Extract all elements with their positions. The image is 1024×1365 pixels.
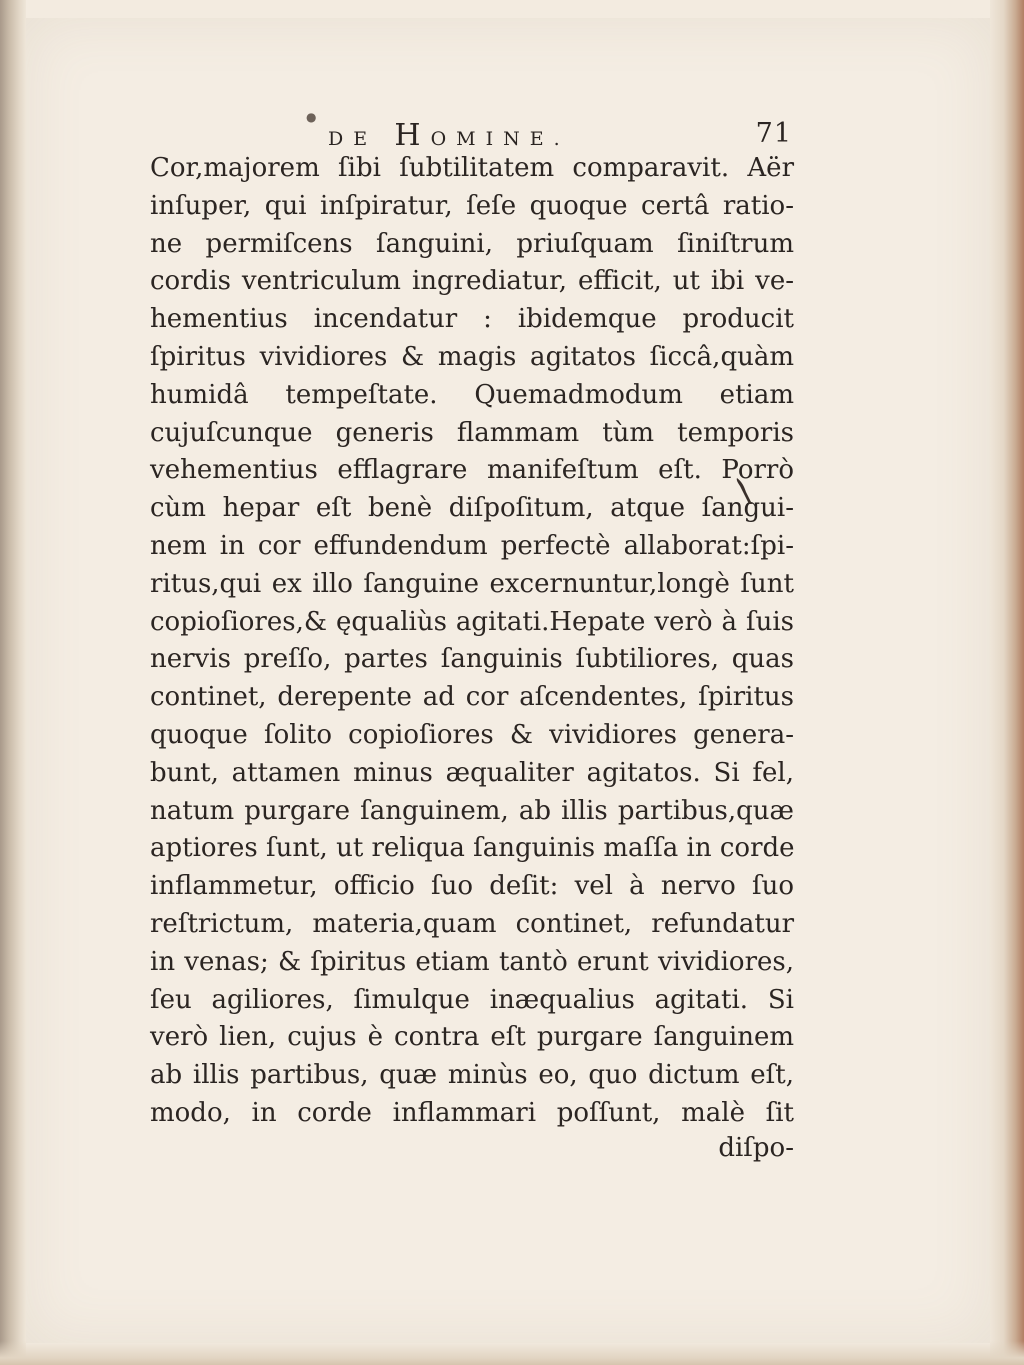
running-title	[328, 118, 570, 153]
text-line: natum purgare ſanguinem, ab illis partibus,quæ	[150, 795, 794, 826]
text-line: ſeu agiliores, ſimulque inæqualius agitati. Si	[150, 984, 794, 1015]
text-line: copioſiores,& ęqualiùs agitati.Hepate verò à ſuis	[150, 606, 794, 637]
running-title-prefix: DE	[328, 128, 378, 150]
book-gutter-edge	[0, 0, 26, 1365]
text-line: continet, derepente ad cor aſcendentes, ſpiritus	[150, 682, 794, 713]
text-line: nervis preſſo, partes ſanguinis ſubtiliores, quas	[150, 644, 794, 675]
catchword: diſpo-	[718, 1133, 794, 1163]
text-line: aptiores ſunt, ut reliqua ſanguinis maſſa in corde	[150, 833, 795, 864]
text-line: cujuſcunque generis flammam tùm temporis	[150, 417, 794, 448]
ink-dot-mark: ●	[306, 110, 317, 124]
text-line: vehementius efflagrare manifeſtum eſt. Porrò	[150, 455, 794, 486]
text-line: inſuper, qui inſpiratur, ſeſe quoque certâ ratio-	[150, 190, 794, 221]
text-line: nem in cor effundendum perfectè allaborat:ſpi-	[150, 530, 794, 561]
text-line: ab illis partibus, quæ minùs eo, quo dictum eſt,	[150, 1060, 794, 1091]
paper-leaf	[26, 18, 990, 1343]
text-line: humidâ tempeſtate. Quemadmodum etiam	[150, 379, 794, 410]
text-line: reſtrictum, materia,quam continet, refundatur	[150, 908, 794, 939]
running-title-initial: H	[394, 118, 431, 153]
text-line: ne permiſcens ſanguini, priuſquam ſiniſtrum	[150, 228, 794, 259]
text-line: in venas; & ſpiritus etiam tantò erunt vividiores,	[150, 946, 794, 977]
text-line: ſpiritus vividiores & magis agitatos ſiccâ,quàm	[150, 341, 794, 372]
body-text	[150, 150, 794, 1133]
text-line: cordis ventriculum ingrediatur, efficit, ut ibi ve-	[150, 266, 794, 297]
text-line: quoque ſolito copioſiores & vividiores genera-	[150, 719, 794, 750]
running-title-rest: OMINE.	[430, 128, 570, 150]
text-line: modo, in corde inflammari poſſunt, malè ſit	[150, 1097, 794, 1128]
ink-blot-mark	[734, 476, 754, 506]
text-line: verò lien, cujus è contra eſt purgare ſanguinem	[150, 1022, 794, 1053]
text-line: bunt, attamen minus æqualiter agitatos. Si fel,	[150, 757, 794, 788]
text-block	[150, 110, 795, 1133]
page-fore-edge	[990, 0, 1024, 1365]
text-line: ritus,qui ex illo ſanguine excernuntur,longè ſunt	[150, 568, 794, 599]
running-head	[150, 110, 794, 153]
page-bottom-edge	[0, 1341, 1024, 1365]
page-number: 71	[755, 118, 792, 149]
text-line: Cor,majorem ſibi ſubtilitatem comparavit. Aër	[150, 153, 794, 183]
text-line: hementius incendatur : ibidemque producit	[150, 304, 794, 335]
text-line: cùm hepar eſt benè diſpoſitum, atque ſangui-	[150, 493, 794, 524]
text-line: inflammetur, officio ſuo deſit: vel à nervo ſuo	[150, 871, 794, 902]
